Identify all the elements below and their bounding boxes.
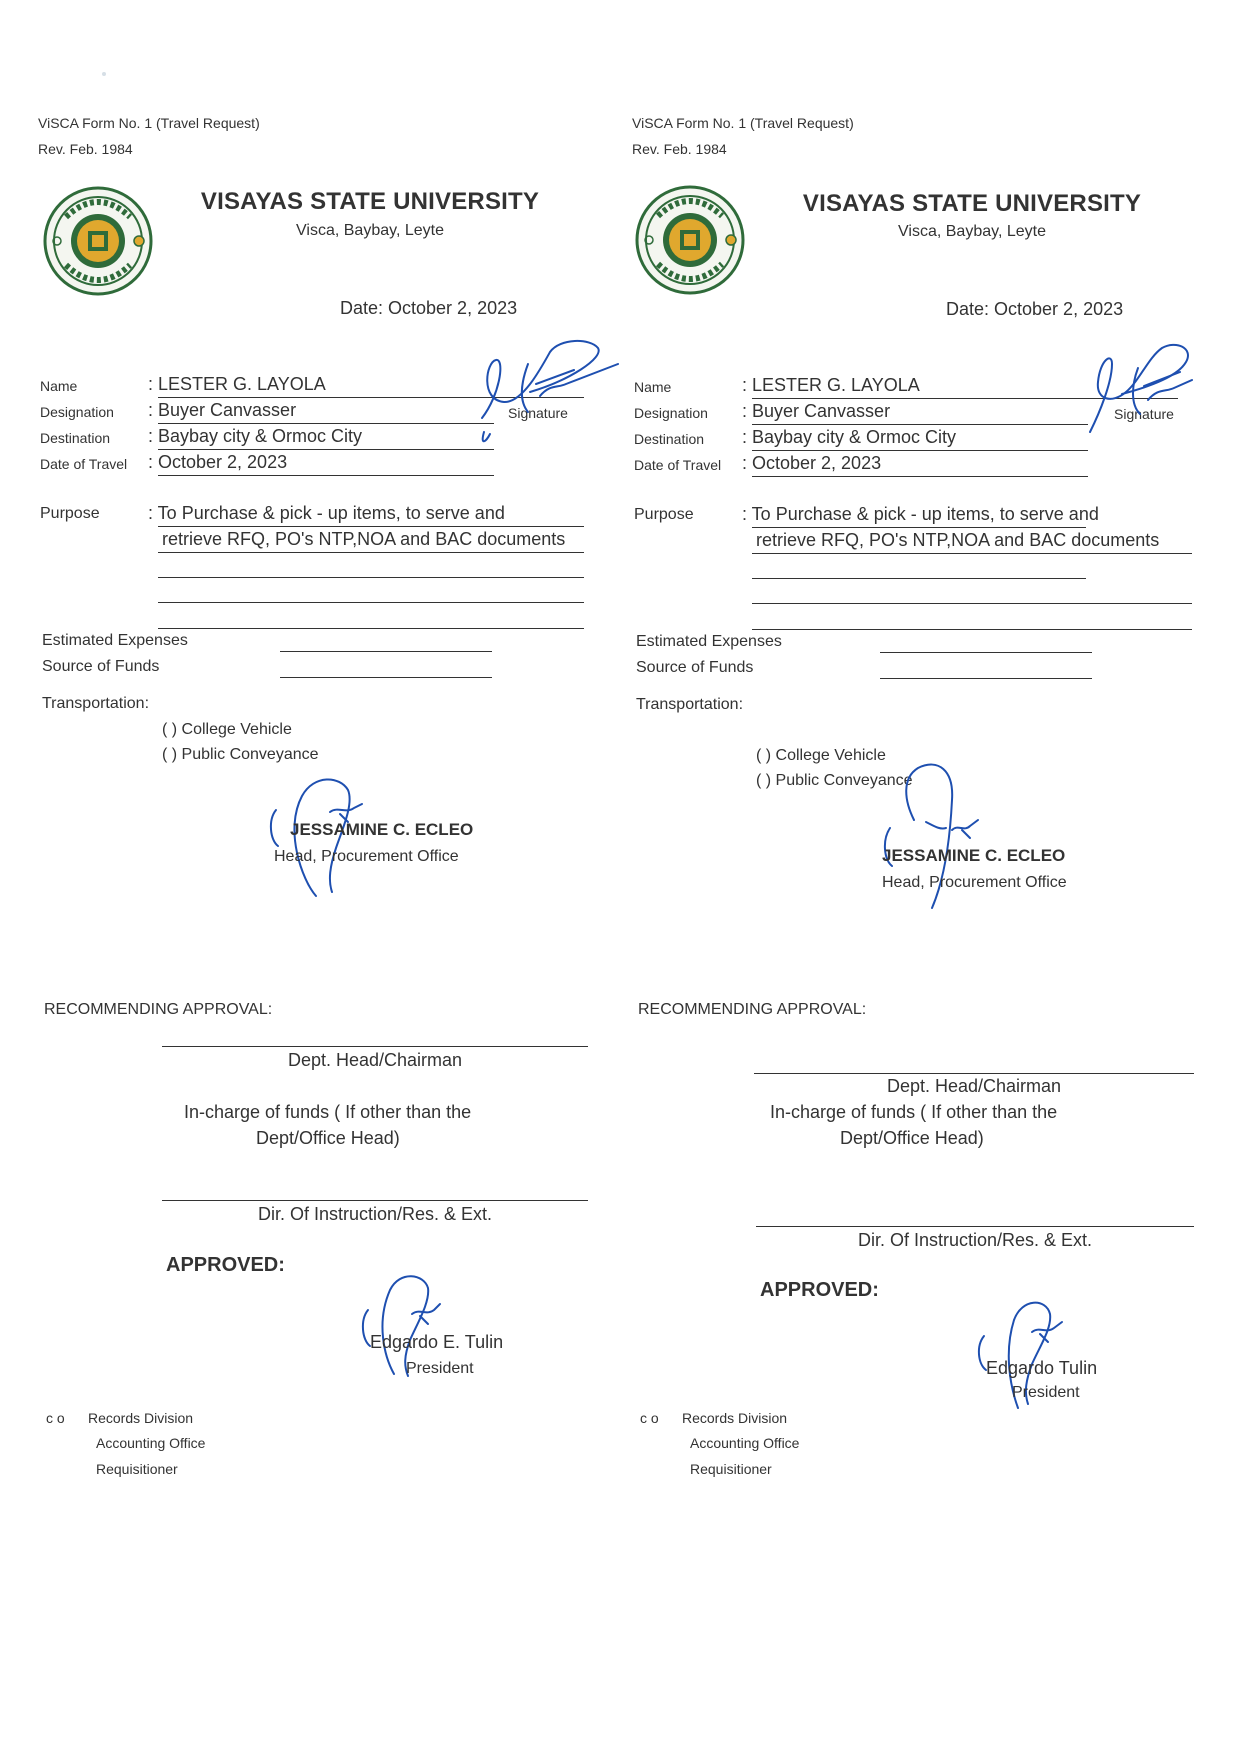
signature-label: Signature (1114, 406, 1174, 422)
approved-label: APPROVED: (760, 1279, 879, 1301)
travel-request-form-right (594, 0, 1194, 1750)
travel-date-value: : October 2, 2023 (742, 453, 882, 473)
director-label: Dir. Of Instruction/Res. & Ext. (857, 1230, 1093, 1250)
travel-date-value: : October 2, 2023 (148, 452, 288, 472)
name-label: Name (634, 379, 672, 395)
dept-head-label: Dept. Head/Chairman (287, 1050, 463, 1070)
procurement-head-name: JESSAMINE C. ECLEO (290, 820, 474, 839)
transportation-label: Transportation: (42, 695, 150, 712)
purpose-underline-4 (158, 602, 584, 603)
designation-label: Designation (40, 404, 114, 420)
purpose-line-1: : To Purchase & pick - up items, to serve and (742, 504, 1099, 524)
president-title: President (406, 1360, 474, 1377)
name-value: : LESTER G. LAYOLA (148, 374, 326, 394)
president-name: Edgardo E. Tulin (370, 1332, 504, 1352)
purpose-underline-5 (752, 629, 1192, 630)
purpose-underline-1 (752, 527, 1086, 528)
source-of-funds-label: Source of Funds (636, 659, 754, 676)
dept-head-label: Dept. Head/Chairman (886, 1076, 1062, 1096)
designation-value: : Buyer Canvasser (742, 401, 891, 421)
purpose-line-2: retrieve RFQ, PO's NTP,NOA and BAC documents (162, 529, 566, 549)
president-title: President (1012, 1384, 1080, 1401)
form-number: ViSCA Form No. 1 (Travel Request) (38, 115, 260, 131)
purpose-line-2: retrieve RFQ, PO's NTP,NOA and BAC documents (756, 530, 1160, 550)
purpose-underline-5 (158, 628, 584, 629)
recommending-approval-label: RECOMMENDING APPROVAL: (638, 1001, 867, 1018)
purpose-underline-2 (158, 552, 584, 553)
destination-label: Destination (40, 430, 111, 446)
estimated-expenses-label: Estimated Expenses (636, 633, 782, 650)
public-conveyance-option: ( ) Public Conveyance (756, 772, 913, 789)
approved-label: APPROVED: (166, 1254, 285, 1276)
cc-requisitioner: Requisitioner (96, 1461, 178, 1477)
estimated-expenses-line (280, 651, 492, 652)
requester-signature (1082, 342, 1194, 442)
director-signature-line (756, 1226, 1194, 1227)
university-seal-icon (634, 184, 746, 296)
destination-underline (158, 449, 494, 450)
source-of-funds-label: Source of Funds (42, 658, 160, 675)
designation-label: Designation (634, 405, 708, 421)
director-signature-line (162, 1200, 588, 1201)
purpose-underline-3 (752, 578, 1086, 579)
dept-head-signature-line (162, 1046, 588, 1047)
designation-value: : Buyer Canvasser (148, 400, 297, 420)
dept-head-signature-line (754, 1073, 1194, 1074)
incharge-funds-line-2: Dept/Office Head) (840, 1128, 984, 1148)
university-address: Visca, Baybay, Leyte (296, 222, 444, 239)
purpose-underline-4 (752, 603, 1192, 604)
purpose-label: Purpose (40, 505, 100, 522)
travel-date-underline (752, 476, 1088, 477)
travel-date-label: Date of Travel (634, 457, 722, 473)
signature-label: Signature (508, 405, 568, 421)
cc-records-division: Records Division (682, 1410, 788, 1426)
procurement-head-name: JESSAMINE C. ECLEO (882, 846, 1066, 865)
destination-underline (752, 450, 1088, 451)
travel-request-form-left (0, 0, 600, 1750)
source-of-funds-line (880, 678, 1092, 679)
estimated-expenses-line (880, 652, 1092, 653)
purpose-underline-2 (752, 553, 1192, 554)
estimated-expenses-label: Estimated Expenses (42, 632, 188, 649)
form-date: Date: October 2, 2023 (946, 299, 1124, 319)
cc-requisitioner: Requisitioner (690, 1461, 772, 1477)
procurement-head-title: Head, Procurement Office (274, 848, 459, 865)
form-date: Date: October 2, 2023 (340, 298, 518, 318)
destination-value: : Baybay city & Ormoc City (742, 427, 957, 447)
name-label: Name (40, 378, 78, 394)
recommending-approval-label: RECOMMENDING APPROVAL: (44, 1001, 273, 1018)
copy-furnished-label: c o (640, 1410, 659, 1426)
destination-value: : Baybay city & Ormoc City (148, 426, 363, 446)
cc-records-division: Records Division (88, 1410, 194, 1426)
cc-accounting-office: Accounting Office (690, 1435, 800, 1451)
procurement-head-title: Head, Procurement Office (882, 874, 1067, 891)
university-address: Visca, Baybay, Leyte (898, 223, 1046, 240)
college-vehicle-option: ( ) College Vehicle (756, 747, 886, 764)
revision-date: Rev. Feb. 1984 (38, 141, 133, 157)
name-value: : LESTER G. LAYOLA (742, 375, 920, 395)
purpose-underline-3 (158, 577, 584, 578)
director-label: Dir. Of Instruction/Res. & Ext. (257, 1204, 493, 1224)
designation-underline (752, 424, 1088, 425)
travel-date-label: Date of Travel (40, 456, 128, 472)
source-of-funds-line (280, 677, 492, 678)
cc-accounting-office: Accounting Office (96, 1435, 206, 1451)
destination-label: Destination (634, 431, 705, 447)
incharge-funds-line-1: In-charge of funds ( If other than the (770, 1102, 1058, 1122)
incharge-funds-line-2: Dept/Office Head) (256, 1128, 400, 1148)
incharge-funds-line-1: In-charge of funds ( If other than the (184, 1102, 472, 1122)
purpose-underline-1 (158, 526, 584, 527)
designation-underline (158, 423, 494, 424)
form-number: ViSCA Form No. 1 (Travel Request) (632, 115, 854, 131)
purpose-line-1: : To Purchase & pick - up items, to serve and (148, 503, 505, 523)
public-conveyance-option: ( ) Public Conveyance (162, 746, 319, 763)
revision-date: Rev. Feb. 1984 (632, 141, 727, 157)
university-name: VISAYAS STATE UNIVERSITY (200, 188, 540, 215)
university-seal-icon (42, 185, 154, 297)
president-name: Edgardo Tulin (986, 1358, 1098, 1378)
copy-furnished-label: c o (46, 1410, 65, 1426)
purpose-label: Purpose (634, 506, 694, 523)
college-vehicle-option: ( ) College Vehicle (162, 721, 292, 738)
travel-date-underline (158, 475, 494, 476)
university-name: VISAYAS STATE UNIVERSITY (802, 190, 1142, 217)
transportation-label: Transportation: (636, 696, 744, 713)
